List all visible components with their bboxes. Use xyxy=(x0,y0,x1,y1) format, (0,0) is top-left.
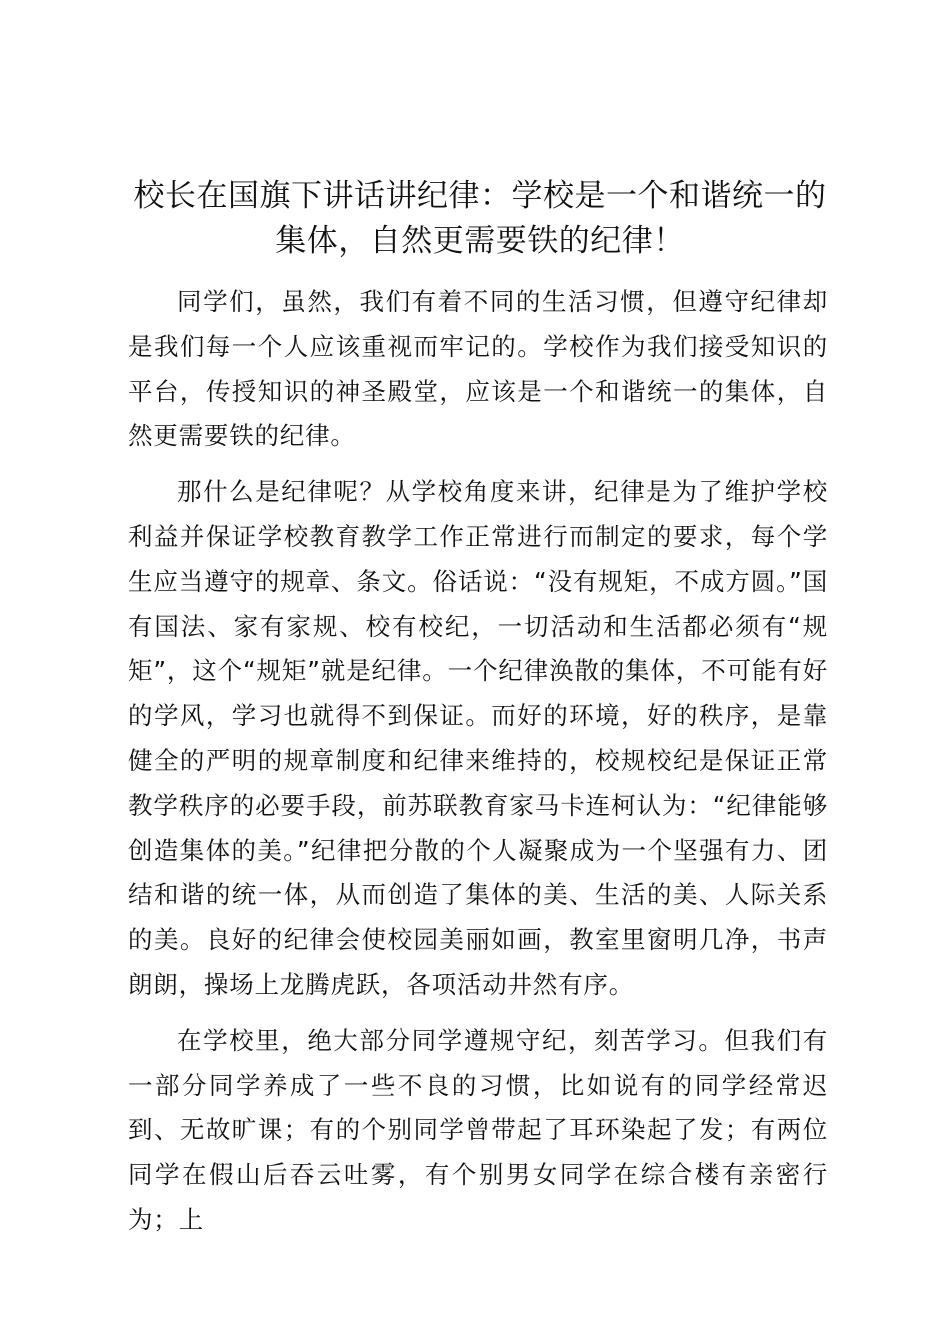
paragraph-1: 同学们，虽然，我们有着不同的生活习惯，但遵守纪律却是我们每一个人应该重视而牢记的。学校作为我们接受知识的平台，传授知识的神圣殿堂，应该是一个和谐统一的集体，自然更需要铁的纪律。 xyxy=(128,287,828,451)
paragraph-3: 在学校里，绝大部分同学遵规守纪，刻苦学习。但我们有一部分同学养成了一些不良的习惯，比如说有的同学经常迟到、无故旷课；有的个别同学曾带起了耳环染起了发；有两位同学在假山后吞云吐雾，有个别男女同学在综合楼有亲密行为；上 xyxy=(128,1025,828,1234)
document-title: 校长在国旗下讲话讲纪律：学校是一个和谐统一的集体，自然更需要铁的纪律！ xyxy=(133,178,827,259)
paragraph-2: 那什么是纪律呢？从学校角度来讲，纪律是为了维护学校利益并保证学校教育教学工作正常进行而制定的要求，每个学生应当遵守的规章、条文。俗话说：“没有规矩，不成方圆。”国有国法、家有家规、校有校纪，一切活动和生活都必须有“规矩”，这个“规矩”就是纪律。一个纪律涣散的集体，不可能有好的学风，学习也就得不到保证。而好的环境，好的秩序，是靠健全的严明的规章制度和纪律来维持的，校规校纪是保证正常教学秩序的必要手段，前苏联教育家马卡连柯认为：“纪律能够创造集体的美。”纪律把分散的个人凝聚成为一个坚强有力、团结和谐的统一体，从而创造了集体的美、生活的美、人际关系的美。良好的纪律会使校园美丽如画，教室里窗明几净，书声朗朗，操场上龙腾虎跃，各项活动井然有序。 xyxy=(128,477,828,999)
document-body xyxy=(128,280,828,1254)
